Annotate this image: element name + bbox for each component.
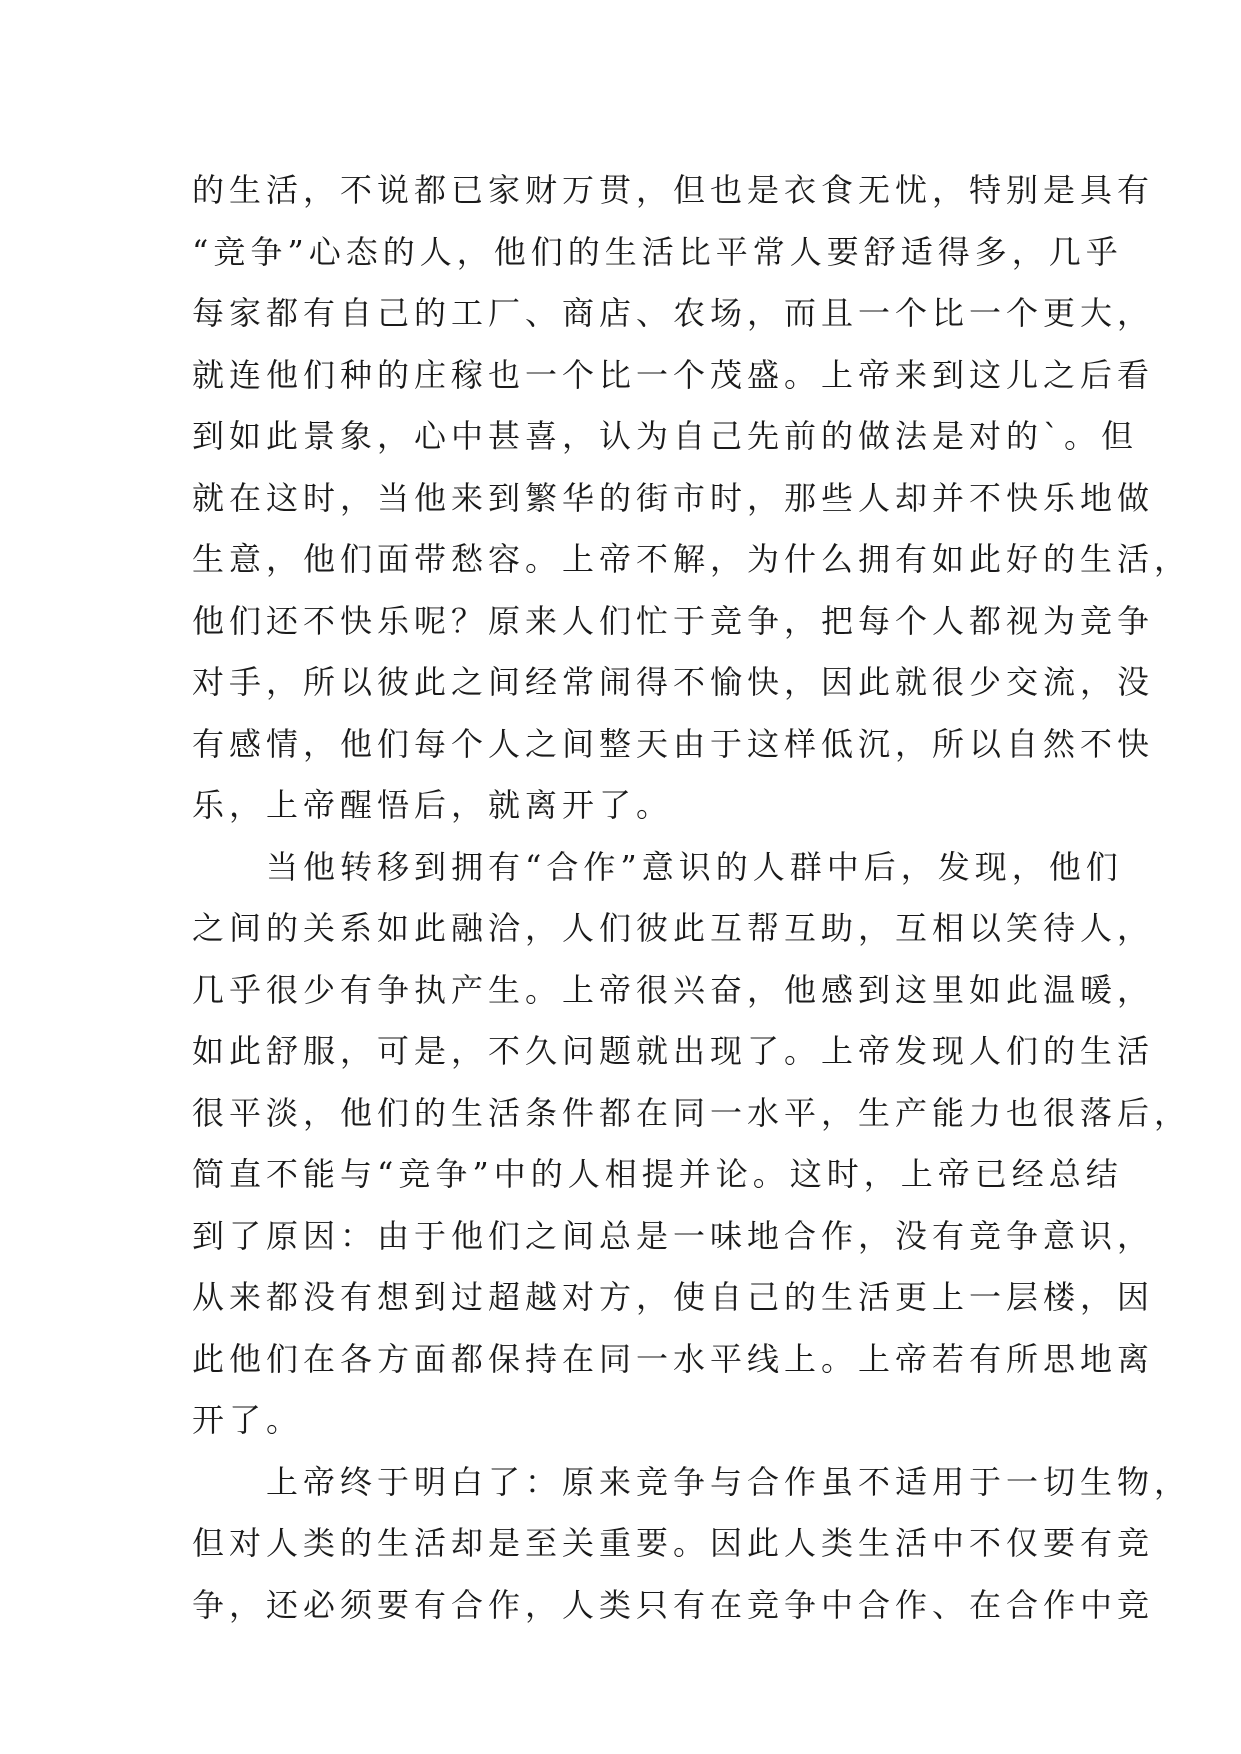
text-line: 到了原因：由于他们之间总是一味地合作，没有竞争意识， <box>192 1216 1155 1255</box>
text-line: 上帝终于明白了：原来竞争与合作虽不适用于一切生物， <box>266 1462 1192 1501</box>
text-line: 他们还不快乐呢？原来人们忙于竞争，把每个人都视为竞争 <box>192 601 1155 640</box>
text-line: 此他们在各方面都保持在同一水平线上。上帝若有所思地离 <box>192 1339 1155 1378</box>
paragraph <box>192 1452 1192 1637</box>
text-line: 就连他们种的庄稼也一个比一个茂盛。上帝来到这儿之后看 <box>192 355 1155 394</box>
text-line: 每家都有自己的工厂、商店、农场，而且一个比一个更大， <box>192 294 1155 332</box>
text-line: “竞争”心态的人，他们的生活比平常人要舒适得多，几乎 <box>192 232 1123 271</box>
paragraph <box>192 837 1192 1452</box>
text-line: 对手，所以彼此之间经常闹得不愉快，因此就很少交流，没 <box>192 663 1155 701</box>
text-line: 当他转移到拥有“合作”意识的人群中后，发现，他们 <box>266 847 1123 886</box>
text-line: 如此舒服，可是，不久问题就出现了。上帝发现人们的生活 <box>192 1032 1155 1070</box>
text-line: 开了。 <box>192 1401 304 1439</box>
text-line: 很平淡，他们的生活条件都在同一水平，生产能力也很落后， <box>192 1093 1192 1132</box>
text-line: 但对人类的生活却是至关重要。因此人类生活中不仅要有竞 <box>192 1524 1155 1562</box>
text-line: 之间的关系如此融洽，人们彼此互帮互助，互相以笑待人， <box>192 909 1155 947</box>
document-body <box>192 160 1192 1636</box>
text-line: 生意，他们面带愁容。上帝不解，为什么拥有如此好的生活， <box>192 540 1192 578</box>
text-line: 争，还必须要有合作，人类只有在竞争中合作、在合作中竞 <box>192 1585 1155 1624</box>
text-line: 到如此景象，心中甚喜，认为自己先前的做法是对的`。但 <box>192 417 1139 455</box>
text-line: 的生活，不说都已家财万贯，但也是衣食无忧，特别是具有 <box>192 171 1155 209</box>
text-line: 简直不能与“竞争”中的人相提并论。这时，上帝已经总结 <box>192 1155 1123 1193</box>
text-line: 从来都没有想到过超越对方，使自己的生活更上一层楼，因 <box>192 1278 1155 1316</box>
text-line: 几乎很少有争执产生。上帝很兴奋，他感到这里如此温暖， <box>192 970 1155 1009</box>
paragraph <box>192 160 1192 837</box>
text-line: 乐，上帝醒悟后，就离开了。 <box>192 786 674 824</box>
text-line: 就在这时，当他来到繁华的街市时，那些人却并不快乐地做 <box>192 478 1155 517</box>
text-line: 有感情，他们每个人之间整天由于这样低沉，所以自然不快 <box>192 724 1155 763</box>
